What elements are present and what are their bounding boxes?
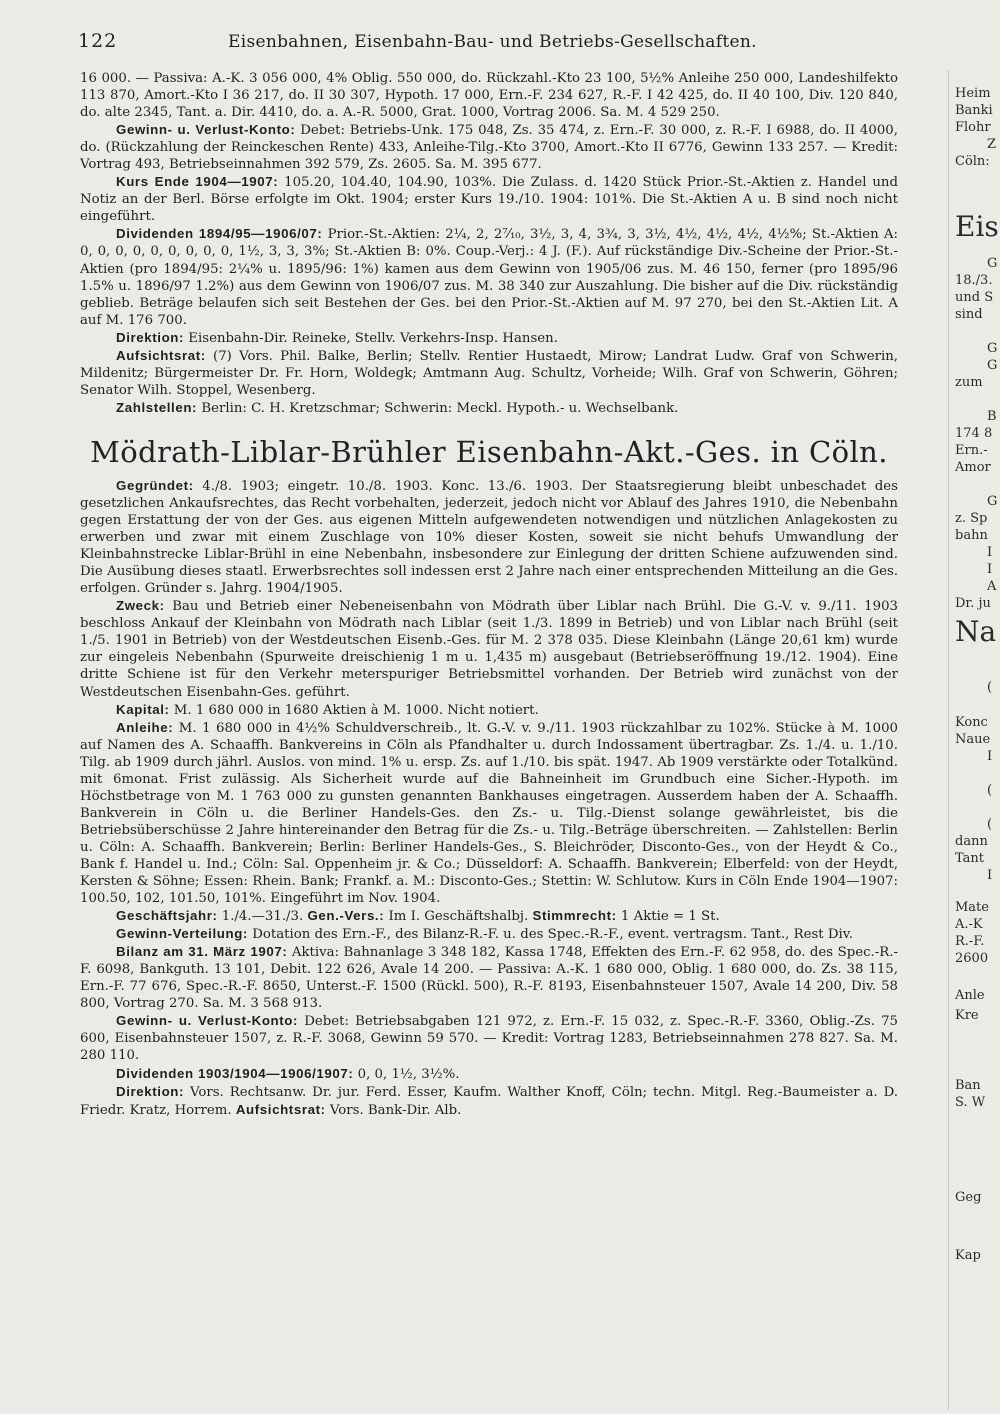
adjacent-fragment: Cöln: <box>955 154 990 169</box>
company-gewinn-verlust-label: Gewinn- u. Verlust-Konto: <box>116 1013 299 1029</box>
anleihe-text: M. 1 680 000 in 4½% Schuldverschreib., lt. G.-V. v. 9./11. 1903 rückzahlbar zu 102%. Stücke à M. 1000 auf Namen des A. Schaaffh. Bankvereins in Cöln als Pfandhalter u. durch Indossament übertragbar. Zs. 1./4. u. 1./10. Tilg. ab 1909 durch jährl. Auslos. von mind. 1% u. ersp. Zs. auf 1./10. bis spät. 1947. Ab 1909 verstärkte oder Totalkünd. mit 6monat. Frist zulässig. Als Sicherheit wurde auf die Bahneinheit im Grundbuch eine Sicher.-Hypoth. im Höchstbetrage von M. 1 763 000 zu gunsten genannten Bankhauses eingetragen. Ausserdem haben der A. Schaaffh. Bankverein in Cöln u. die Berliner Handels-Ges. den Zs.- u. Tilg.-Dienst solange gewährleistet, bis die Betriebsüberschüsse 2 Jahre hintereinander den Betrag für die Zs.- u. Tilg.-Beträge überschreiten. — Zahlstellen: Berlin u. Cöln: A. Schaaffh. Bankverein; Berlin: Berliner Handels-Ges., S. Bleichröder, Disconto-Ges., von der Heydt & Co., Bank f. Handel u. Ind.; Cöln: Sal. Oppenheim jr. & Co.; Düsseldorf: A. Schaaffh. Bankverein; Elberfeld: von der Heydt, Kersten & Söhne; Essen: Rhein. Bank; Frankf. a. M.: Disconto-Ges.; Stettin: W. Schlutow. Kurs in Cöln Ende 1904—1907: 100.50, 102, 101.50, 101%. Eingeführt im Nov. 1904. <box>80 720 898 907</box>
dividenden-paragraph <box>80 225 898 328</box>
adjacent-fragment: Kre <box>955 1008 979 1023</box>
zweck-paragraph <box>80 597 898 700</box>
kapital-text: M. 1 680 000 in 1680 Aktien à M. 1000. Nicht notiert. <box>173 702 539 718</box>
direktion-paragraph <box>80 329 898 347</box>
adjacent-fragment: A <box>987 579 997 594</box>
stimmrecht-text: 1 Aktie = 1 St. <box>620 909 720 925</box>
gewinn-verlust-paragraph <box>80 121 898 173</box>
adjacent-fragment: und S <box>955 290 994 305</box>
passiva-paragraph: 16 000. — Passiva: A.-K. 3 056 000, 4% Oblig. 550 000, do. Rückzahl.-Kto 23 100, 5½% Anleihe 250 000, Landeshilfekto 113 870, Amort.-Kto I 36 217, do. II 30 307, Hypoth. 17 000, Ern.-F. 234 627, R.-F. I 42 425, do. II 40 100, Div. 120 840, do. alte 2345, Tant. a. Dir. 4410, do. a. A.-R. 5000, Grat. 1000, Vortrag 2006. Sa. M. 4 529 250. <box>80 71 898 121</box>
aufsichtsrat-paragraph <box>80 347 898 399</box>
gegruendet-text: 4./8. 1903; eingetr. 10./8. 1903. Konc. 13./6. 1903. Der Staatsregierung bleibt unbeschadet des gesetzlichen Ankaufsrechtes, das Recht vorbehalten, jederzeit, jedoch nicht vor Ablauf des Jahres 1910, die Nebenbahn gegen Erstattung der von der Ges. aus eigenen Mitteln aufgewendeten notwendigen und nützlichen Anlagekosten zu erwerben und zwar mit einem Zuschlage von 10% dieser Kosten, soweit sie nicht behufs Umwandlung der Kleinbahnstrecke Liblar-Brühl in eine Nebenbahn, insbesondere zur Einlegung der dritten Schiene aufzuwenden sind. Die Ausübung dieses staatl. Erwerbsrechtes soll indessen erst 2 Jahre nach einer entsprechenden Mitteilung an die Ges. erfolgen. Gründer s. Jahrg. 1904/1905. <box>80 478 898 597</box>
dividenden-label: Dividenden 1894/95—1906/07: <box>116 226 323 242</box>
company-gewinn-verlust-paragraph <box>80 1012 898 1064</box>
adjacent-fragment: Amor <box>955 460 991 475</box>
company-aufsichtsrat-text: Vors. Bank-Dir. Alb. <box>329 1102 462 1118</box>
adjacent-fragment: Dr. ju <box>955 596 991 611</box>
page-number: 122 <box>78 30 118 52</box>
adjacent-fragment: bahn <box>955 528 988 543</box>
bilanz-text: Aktiva: Bahnanlage 3 348 182, Kassa 1748, Effekten des Ern.-F. 62 958, do. des Spec.-R.-F. 6098, Bankguth. 13 101, Debit. 122 626, Avale 14 200. — Passiva: A.-K. 1 680 000, Oblig. 1 680 000, do. Zs. 38 115, Ern.-F. 77 676, Spec.-R.-F. 8650, Unterst.-F. 1500 (Rückl. 500), R.-F. 8193, Eisenbahnsteuer 1507, Avale 14 200, Div. 58 800, Vortrag 270. Sa. M. 3 568 913. <box>80 945 898 1012</box>
gewinn-verlust-label: Gewinn- u. Verlust-Konto: <box>116 122 296 138</box>
adjacent-fragment: A.-K <box>955 917 983 932</box>
adjacent-fragment: I <box>987 545 993 560</box>
adjacent-fragment: 18./3. <box>955 273 993 288</box>
adjacent-page-strip <box>948 70 1000 1410</box>
gen-vers-label: Gen.-Vers.: <box>307 908 385 924</box>
adjacent-fragment: I <box>987 868 993 883</box>
adjacent-fragment: G <box>987 494 998 509</box>
gen-vers-text: Im I. Geschäftshalbj. <box>388 909 529 925</box>
company-dividenden-text: 0, 0, 1½, 3½%. <box>357 1066 460 1082</box>
direktion-label: Direktion: <box>116 329 185 345</box>
geschaeftsjahr-paragraph <box>80 907 898 925</box>
adjacent-fragment: dann <box>955 834 988 849</box>
adjacent-fragment: Ern.- <box>955 443 988 458</box>
gewinn-verteilung-label: Gewinn-Verteilung: <box>116 926 248 942</box>
adjacent-fragment: G <box>987 341 998 356</box>
adjacent-fragment: Heim <box>955 86 991 101</box>
adjacent-fragment: 174 8 <box>955 426 993 441</box>
kurs-label: Kurs Ende 1904—1907: <box>116 174 279 190</box>
adjacent-fragment: ( <box>987 817 993 832</box>
gewinn-verteilung-text: Dotation des Ern.-F., des Bilanz-R.-F. u. des Spec.-R.-F., event. vertragsm. Tant., Rest Div. <box>252 927 853 943</box>
company-title: Mödrath-Liblar-Brühler Eisenbahn-Akt.-Ges. in Cöln. <box>90 434 888 469</box>
aufsichtsrat-text: (7) Vors. Phil. Balke, Berlin; Stellv. Rentier Hustaedt, Mirow; Landrat Ludw. Graf von Schwerin, Mildenitz; Bürgermeister Dr. Fr. Horn, Woldegk; Amtmann Aug. Schultz, Vorheide; Wilh. Graf von Schwerin, Göhren; Senator Wilh. Stoppel, Wesenberg. <box>80 348 898 398</box>
kapital-paragraph <box>80 701 898 719</box>
adjacent-fragment: I <box>987 749 993 764</box>
bilanz-label: Bilanz am 31. März 1907: <box>116 944 288 960</box>
adjacent-fragment: Naue <box>955 732 991 747</box>
company-direktion-label: Direktion: <box>116 1083 185 1099</box>
bilanz-paragraph <box>80 943 898 1012</box>
adjacent-fragment: zum <box>955 375 983 390</box>
kapital-label: Kapital: <box>116 701 170 717</box>
company-aufsichtsrat-label: Aufsichtsrat: <box>235 1101 326 1117</box>
adjacent-fragment: Tant <box>955 851 985 866</box>
adjacent-fragment: sind <box>955 307 983 322</box>
adjacent-fragment: Banki <box>955 103 993 118</box>
zahlstellen-paragraph <box>80 399 898 417</box>
adjacent-fragment: ( <box>987 783 993 798</box>
adjacent-fragment: Geg <box>955 1190 982 1205</box>
company-gewinn-verlust-text: Debet: Betriebsabgaben 121 972, z. Ern.-F. 15 032, z. Spec.-R.-F. 3360, Oblig.-Zs. 75 600, Eisenbahnsteuer 1507, z. R.-F. 3068, Gewinn 59 570. — Kredit: Vortrag 1283, Betriebseinnahmen 278 827. Sa. M. 280 110. <box>80 1014 898 1064</box>
adjacent-fragment: Flohr <box>955 120 991 135</box>
adjacent-fragment: Z <box>987 137 997 152</box>
adjacent-fragment: Eis <box>955 210 999 243</box>
gegruendet-label: Gegründet: <box>116 477 194 493</box>
direktion-text: Eisenbahn-Dir. Reineke, Stellv. Verkehrs-Insp. Hansen. <box>188 330 558 346</box>
adjacent-fragment: G <box>987 256 998 271</box>
adjacent-fragment: ( <box>987 680 993 695</box>
main-column <box>80 70 898 1119</box>
adjacent-fragment: Na <box>955 615 997 648</box>
anleihe-label: Anleihe: <box>116 719 174 735</box>
zweck-label: Zweck: <box>116 598 165 614</box>
adjacent-fragment: B <box>987 409 997 424</box>
adjacent-fragment: I <box>987 562 993 577</box>
aufsichtsrat-label: Aufsichtsrat: <box>116 347 206 363</box>
company-direktion-text: Vors. Rechtsanw. Dr. jur. Ferd. Esser, Kaufm. Walther Knoff, Cöln; techn. Mitgl. Reg.-Baumeister a. D. Friedr. Kratz, Horrem. <box>80 1084 898 1118</box>
adjacent-fragment: S. W <box>955 1095 986 1110</box>
anleihe-paragraph <box>80 719 898 908</box>
adjacent-fragment: Mate <box>955 900 989 915</box>
adjacent-fragment: Konc <box>955 715 988 730</box>
adjacent-fragment: Anle <box>955 988 985 1003</box>
adjacent-fragment: Kap <box>955 1248 981 1263</box>
running-head: Eisenbahnen, Eisenbahn-Bau- und Betriebs-Gesellschaften. <box>228 32 757 52</box>
kurs-text: 105.20, 104.40, 104.90, 103%. Die Zulass. d. 1420 Stück Prior.-St.-Aktien z. Handel und Notiz an der Berl. Börse erfolgte im Okt. 1904; erster Kurs 19./10. 1904: 101%. Die St.-Aktien A u. B sind noch nicht eingeführt. <box>80 175 899 225</box>
geschaeftsjahr-label: Geschäftsjahr: <box>116 908 218 924</box>
zahlstellen-text: Berlin: C. H. Kretzschmar; Schwerin: Meckl. Hypoth.- u. Wechselbank. <box>201 400 679 416</box>
company-dividenden-paragraph <box>80 1065 898 1083</box>
adjacent-fragment: R.-F. <box>955 934 985 949</box>
gewinn-verteilung-paragraph <box>80 925 898 943</box>
kurs-paragraph <box>80 173 898 225</box>
zweck-text: Bau und Betrieb einer Nebeneisenbahn von Mödrath über Liblar nach Brühl. Die G.-V. v. 9./11. 1903 beschloss Ankauf der Kleinbahn von Mödrath nach Liblar (seit 1./3. 1899 in Betrieb) und von Liblar nach Brühl (seit 1./5. 1901 in Betrieb) von der Westdeutschen Eisenb.-Ges. für M. 2 378 035. Diese Kleinbahn (Länge 20,61 km) wurde zur eingeleis Nebenbahn (Spurweite dreischienig 1 m u. 1,435 m) ausgebaut (Betriebseröffnung 19./12. 1904). Eine dritte Schiene ist für den Verkehr meterspuriger Betriebsmittel vorhanden. Der Betrieb wird zunächst von der Westdeutschen Eisenbahn-Ges. geführt. <box>80 599 899 700</box>
adjacent-fragment: z. Sp <box>955 511 988 526</box>
adjacent-fragment: 2600 <box>955 951 989 966</box>
adjacent-fragment: G <box>987 358 998 373</box>
page-header <box>78 18 898 54</box>
company-direktion-paragraph <box>80 1083 898 1119</box>
company-dividenden-label: Dividenden 1903/1904—1906/1907: <box>116 1065 354 1081</box>
geschaeftsjahr-text: 1./4.—31./3. <box>221 909 304 925</box>
adjacent-fragment: Ban <box>955 1078 981 1093</box>
zahlstellen-label: Zahlstellen: <box>116 399 198 415</box>
stimmrecht-label: Stimmrecht: <box>532 908 617 924</box>
gewinn-verlust-text: Debet: Betriebs-Unk. 175 048, Zs. 35 474, z. Ern.-F. 30 000, z. R.-F. I 6988, do. II 4000, do. (Rückzahlung der Reinckeschen Rente) 433, Anleihe-Tilg.-Kto 3700, Amort.-Kto II 6776, Gewinn 133 257. — Kredit: Vortrag 493, Betriebseinnahmen 392 579, Zs. 2605. Sa. M. 395 677. <box>80 123 898 173</box>
gegruendet-paragraph <box>80 477 898 597</box>
dividenden-text: Prior.-St.-Aktien: 2¼, 2, 2⁷⁄₁₀, 3½, 3, 4, 3¾, 3, 3½, 4½, 4½, 4½, 4½%; St.-Aktien A: 0, 0, 0, 0, 0, 0, 0, 0, 0, 1½, 3, 3, 3%; St.-Aktien B: 0%. Coup.-Verj.: 4 J. (F.). Auf rückständige Div.-Scheine der Prior.-St.-Aktien (pro 1894/95: 2¼% u. 1895/96: 1%) kamen aus dem Gewinn von 1905/06 zus. M. 46 150, ferner (pro 1895/96 1.5% u. 1896/97 1.2%) aus dem Gewinn von 1906/07 zus. M. 38 340 zur Auszahlung. Die bisher auf die Div. rückständig geblieb. Beträge belaufen sich seit Bestehen der Ges. bei den Prior.-St.-Aktien auf M. 97 270, bei den St.-Aktien Lit. A auf M. 176 700. <box>80 227 899 328</box>
